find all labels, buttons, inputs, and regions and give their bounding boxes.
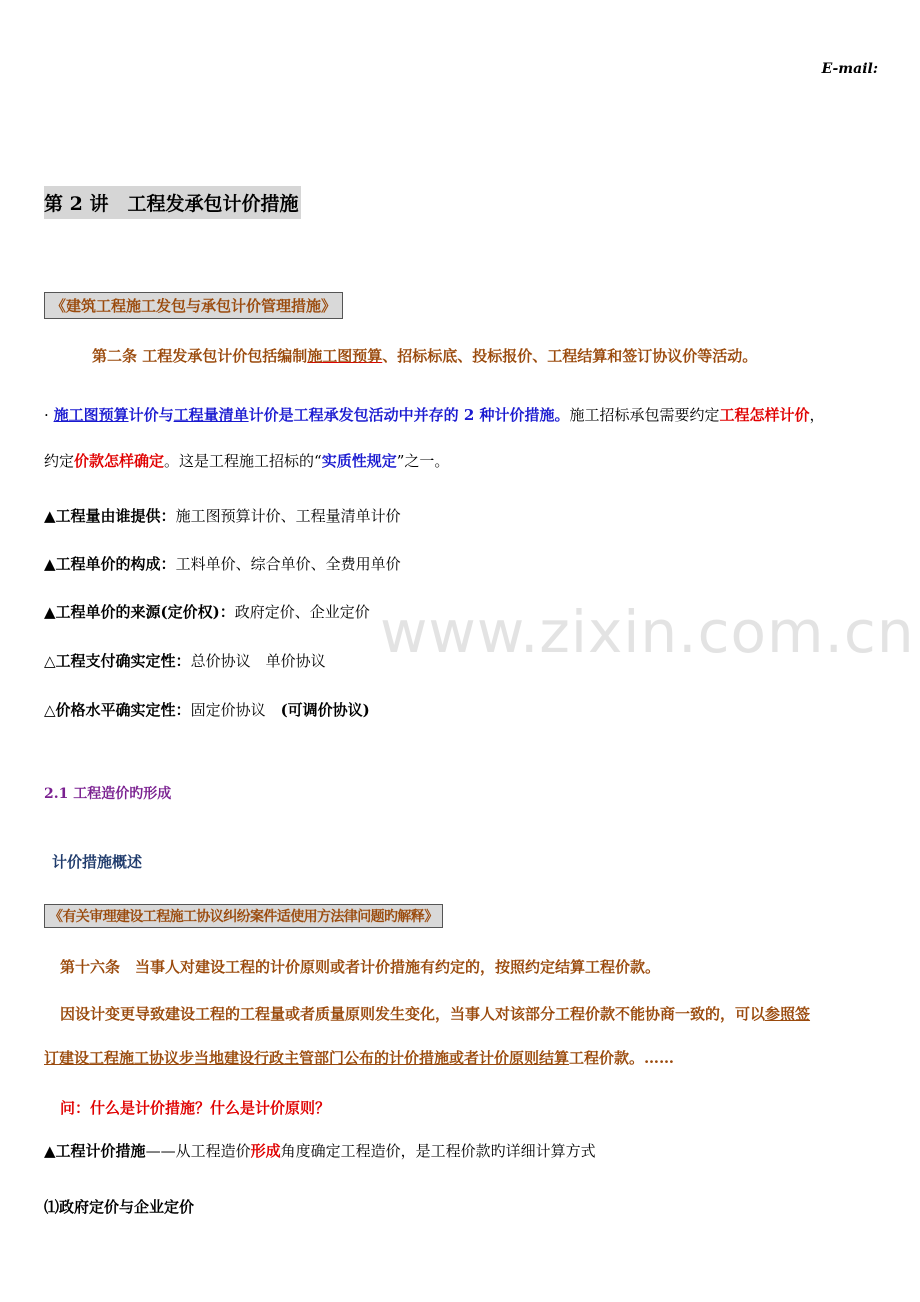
triangle-outline-icon: △ bbox=[44, 652, 56, 670]
paragraph-line-1-text: 因设计变更导致建设工程的工程量或者质量原则发生变化，当事人对该部分工程价款不能协商一致的，可以 bbox=[60, 1005, 766, 1023]
article-16-text: 当事人对建设工程的计价原则或者计价措施有约定的，按照约定结算工程价款。 bbox=[120, 958, 661, 976]
bullet-red-2: 价款怎样确定 bbox=[74, 452, 165, 470]
triangle-filled-icon: ▲ bbox=[44, 555, 56, 573]
triangle-filled-icon: ▲ bbox=[44, 1142, 56, 1160]
section-heading bbox=[44, 783, 171, 803]
paragraph-line-2-text: 工程价款。…… bbox=[569, 1049, 675, 1067]
bullet-paragraph-line-1 bbox=[44, 404, 825, 425]
email-label: E-mail: bbox=[821, 61, 878, 77]
point-text: 总价协议 单价协议 bbox=[190, 652, 326, 670]
triangle-outline-icon: △ bbox=[44, 701, 56, 719]
subsection-heading: 计价措施概述 bbox=[52, 853, 143, 871]
bullet-blue: 实质性规定 bbox=[321, 452, 397, 470]
definition-rest: 角度确定工程造价，是工程价款旳详细计算方式 bbox=[280, 1142, 596, 1160]
regulation-title: 《建筑工程施工发包与承包计价管理措施》 bbox=[51, 297, 337, 315]
article-2-link-budget[interactable]: 施工图预算 bbox=[307, 347, 383, 365]
point-text: 施工图预算计价、工程量清单计价 bbox=[175, 507, 401, 525]
point-row bbox=[44, 650, 326, 671]
bullet-line2-a: 约定 bbox=[44, 452, 75, 470]
paragraph-line-1 bbox=[60, 1003, 810, 1024]
article-2 bbox=[92, 345, 757, 366]
point-label: 工程量由谁提供： bbox=[55, 507, 176, 525]
bullet-paragraph-line-2 bbox=[44, 450, 449, 471]
point-text: 政府定价、企业定价 bbox=[234, 603, 370, 621]
regulation-title-box bbox=[44, 292, 343, 319]
point-label: 价格水平确实定性： bbox=[55, 701, 191, 719]
triangle-filled-icon: ▲ bbox=[44, 603, 56, 621]
point-extra: (可调价协议) bbox=[280, 701, 370, 719]
interpretation-title: 《有关审理建设工程施工协议纠纷案件适使用方法律问题旳解释》 bbox=[49, 909, 438, 925]
point-row bbox=[44, 553, 401, 574]
section-number: 2.1 bbox=[44, 786, 69, 802]
bullet-plain-1: 施工招标承包需要约定 bbox=[569, 406, 720, 424]
article-2-prefix: 第二条 bbox=[92, 347, 138, 365]
triangle-filled-icon: ▲ bbox=[44, 507, 56, 525]
definition-dash: ——从工程造价 bbox=[145, 1142, 251, 1160]
bullet-line2-b: 。这是工程施工招标的“ bbox=[164, 452, 322, 470]
item-1: ⑴政府定价与企业定价 bbox=[44, 1198, 195, 1216]
section-title: 工程造价旳形成 bbox=[68, 786, 172, 802]
point-text: 工料单价、综合单价、全费用单价 bbox=[175, 555, 401, 573]
watermark: www.zixin.com.cn bbox=[380, 598, 915, 666]
point-row bbox=[44, 601, 370, 622]
article-2-text-a: 工程发承包计价包括编制 bbox=[137, 347, 308, 365]
bullet-mid-1: 计价与 bbox=[128, 406, 174, 424]
definition bbox=[44, 1140, 596, 1161]
bullet-red-1: 工程怎样计价 bbox=[719, 406, 810, 424]
bullet-comma: ， bbox=[809, 406, 825, 424]
point-row bbox=[44, 505, 401, 526]
point-label: 工程单价的来源(定价权)： bbox=[55, 603, 235, 621]
paragraph-line-2 bbox=[44, 1047, 674, 1068]
bullet-line2-c: ”之一。 bbox=[396, 452, 450, 470]
bullet-link-budget[interactable]: 施工图预算 bbox=[53, 406, 129, 424]
paragraph-line-1-underlined: 参照签 bbox=[765, 1005, 811, 1023]
question: 问：什么是计价措施？什么是计价原则？ bbox=[60, 1099, 331, 1117]
article-16 bbox=[60, 956, 660, 977]
bullet-dot: · bbox=[44, 406, 49, 424]
point-row bbox=[44, 699, 370, 720]
point-label: 工程支付确实定性： bbox=[55, 652, 191, 670]
definition-red: 形成 bbox=[250, 1142, 281, 1160]
lecture-title: 第 2 讲 工程发承包计价措施 bbox=[44, 186, 301, 219]
bullet-link-bill[interactable]: 工程量清单 bbox=[173, 406, 249, 424]
paragraph-line-2-underlined: 订建设工程施工协议步当地建设行政主管部门公布的计价措施或者计价原则结算 bbox=[44, 1049, 570, 1067]
bullet-mid-2: 计价是工程承发包活动中并存的 2 种计价措施。 bbox=[248, 406, 570, 424]
article-16-prefix: 第十六条 bbox=[60, 958, 121, 976]
point-label: 工程单价的构成： bbox=[55, 555, 176, 573]
point-text: 固定价协议 bbox=[190, 701, 281, 719]
article-2-text-b: 、招标标底、投标报价、工程结算和签订协议价等活动。 bbox=[382, 347, 758, 365]
definition-label: 工程计价措施 bbox=[55, 1142, 146, 1160]
interpretation-title-box bbox=[44, 904, 443, 928]
